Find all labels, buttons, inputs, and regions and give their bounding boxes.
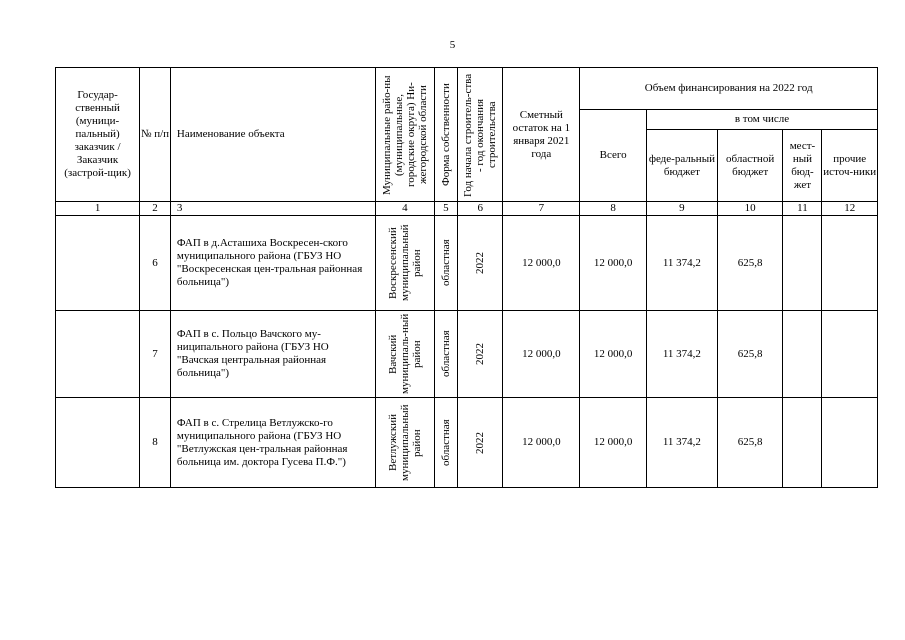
row-number: 6: [140, 216, 171, 311]
header-object-name: Наименование объекта: [170, 68, 375, 202]
customer-cell: [56, 311, 140, 398]
object-name: ФАП в с. Стрелица Ветлужско-го муниципального района (ГБУЗ НО "Ветлужская цен-тральная районная больница им. доктора Гусева П.Ф."): [170, 398, 375, 488]
customer-cell: [56, 216, 140, 311]
header-estimated-balance: Сметный остаток на 1 января 2021 года: [503, 68, 580, 202]
header-construction-years: Год начала строитель-ства - год окончания строительства: [458, 68, 503, 202]
ownership-cell: областная: [434, 398, 458, 488]
total-cell: 12 000,0: [580, 216, 647, 311]
object-name: ФАП в с. Польцо Вачского му-ниципального района (ГБУЗ НО "Вачская центральная районная больница"): [170, 311, 375, 398]
ownership-cell: областная: [434, 311, 458, 398]
column-number: 10: [717, 202, 783, 216]
year-cell: 2022: [458, 311, 503, 398]
header-other: прочие источ-ники: [822, 130, 878, 202]
local-cell: [783, 311, 822, 398]
table-row: [56, 398, 878, 488]
customer-cell: [56, 398, 140, 488]
row-number: 7: [140, 311, 171, 398]
header-including: в том числе: [647, 110, 878, 130]
other-cell: [822, 311, 878, 398]
header-funding: Объем финансирования на 2022 год: [580, 68, 878, 110]
header-number: № п/п: [140, 68, 171, 202]
total-cell: 12 000,0: [580, 311, 647, 398]
balance-cell: 12 000,0: [503, 398, 580, 488]
header-ownership: Форма собственности: [434, 68, 458, 202]
column-number: 5: [434, 202, 458, 216]
ownership-cell: областная: [434, 216, 458, 311]
federal-cell: 11 374,2: [647, 311, 718, 398]
other-cell: [822, 398, 878, 488]
column-number: 2: [140, 202, 171, 216]
year-cell: 2022: [458, 398, 503, 488]
district-cell: Воскресенский муниципальный район: [376, 216, 434, 311]
header-local: мест-ный бюд-жет: [783, 130, 822, 202]
column-number: 11: [783, 202, 822, 216]
column-number: 4: [376, 202, 434, 216]
local-cell: [783, 216, 822, 311]
page-number: 5: [449, 39, 456, 51]
column-number: 6: [458, 202, 503, 216]
column-number: 12: [822, 202, 878, 216]
header-federal: феде-ральный бюджет: [647, 130, 718, 202]
other-cell: [822, 216, 878, 311]
object-name: ФАП в д.Асташиха Воскресен-ского муниципального района (ГБУЗ НО "Воскресенская цен-тральная районная больница"): [170, 216, 375, 311]
district-cell: Ветлужский муниципальный район: [376, 398, 434, 488]
district-cell: Вачский муниципаль-ный район: [376, 311, 434, 398]
balance-cell: 12 000,0: [503, 311, 580, 398]
column-number: 8: [580, 202, 647, 216]
column-number: 7: [503, 202, 580, 216]
header-total: Всего: [580, 110, 647, 202]
column-number: 1: [56, 202, 140, 216]
local-cell: [783, 398, 822, 488]
financing-table: [55, 67, 878, 488]
column-number: 3: [170, 202, 375, 216]
column-number: 9: [647, 202, 718, 216]
year-cell: 2022: [458, 216, 503, 311]
row-number: 8: [140, 398, 171, 488]
total-cell: 12 000,0: [580, 398, 647, 488]
federal-cell: 11 374,2: [647, 398, 718, 488]
table-row: [56, 311, 878, 398]
column-numbers-row: [56, 202, 878, 216]
regional-cell: 625,8: [717, 216, 783, 311]
table-row: [56, 216, 878, 311]
balance-cell: 12 000,0: [503, 216, 580, 311]
regional-cell: 625,8: [717, 398, 783, 488]
regional-cell: 625,8: [717, 311, 783, 398]
federal-cell: 11 374,2: [647, 216, 718, 311]
header-regional: областной бюджет: [717, 130, 783, 202]
header-customer: Государ-ственный (муници-пальный) заказчик / Заказчик (застрой-щик): [56, 68, 140, 202]
header-district: Муниципальные райо-ны (муниципальные, городские округа) Ни-жегородской области: [376, 68, 434, 202]
